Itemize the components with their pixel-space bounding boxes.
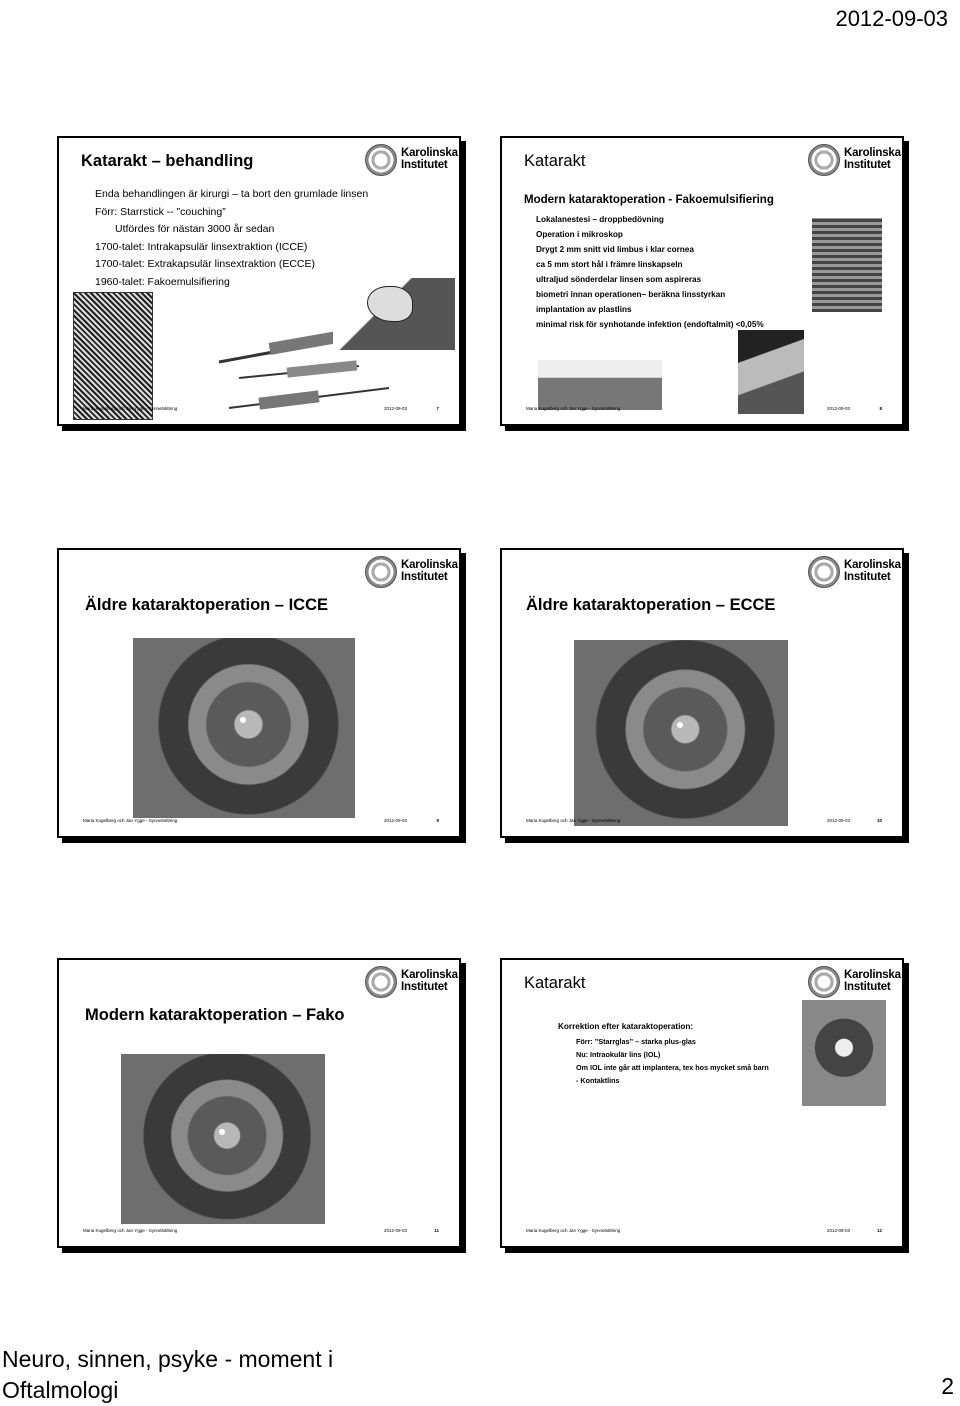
list-item: ca 5 mm stort hål i främre linskapseln — [536, 260, 683, 269]
list-item: Utfördes för nästan 3000 år sedan — [115, 223, 275, 235]
list-item: Förr: Starrstick -- ”couching” — [95, 205, 226, 218]
slide-footer: Maria Kugelberg och Jan Ygge - Synnebältning 2012-09-03 10 — [526, 818, 882, 823]
slide-footer: Maria Kugelberg och Jan Ygge - Synnebältning 2012-09-03 8 — [526, 406, 882, 411]
karolinska-logo: Karolinska Institutet — [365, 966, 449, 1000]
karolinska-logo: Karolinska Institutet — [808, 556, 892, 590]
surgeons-photo — [812, 218, 882, 312]
slide-footer: Maria Kugelberg och Jan Ygge - Synnebältning 2012-09-03 9 — [83, 818, 439, 823]
list-item: Förr: ”Starrglas” – starka plus-glas — [576, 1037, 696, 1046]
karolinska-logo: Karolinska Institutet — [365, 556, 449, 590]
woodcut-illustration — [73, 292, 153, 420]
slide-title: Modern kataraktoperation – Fako — [85, 1006, 345, 1024]
seal-icon — [365, 966, 397, 998]
slide-title: Äldre kataraktoperation – ECCE — [526, 596, 776, 614]
page-number: 2 — [941, 1373, 954, 1399]
document-title: Neuro, sinnen, psyke - moment i Oftalmologi — [2, 1346, 334, 1403]
bullet-list — [95, 186, 368, 291]
eye-surgery-photo — [133, 638, 355, 818]
page-date: 2012-09-03 — [835, 6, 948, 31]
eye-surgery-photo — [574, 640, 788, 826]
slide-7 — [57, 136, 461, 426]
eye-diagram — [333, 278, 455, 350]
slide-footer: Maria Kugelberg och Jan Ygge - Synnebältning 2012-09-03 7 — [83, 406, 439, 411]
slide-footer: Maria Kugelberg och Jan Ygge - Synnebältning 2012-09-03 12 — [526, 1228, 882, 1233]
karolinska-logo: Karolinska Institutet — [365, 144, 449, 178]
list-item: - Kontaktlins — [576, 1076, 620, 1085]
seal-icon — [808, 966, 840, 998]
list-item: biometri innan operationen– beräkna linsstyrkan — [536, 290, 726, 299]
slide-heading: Korrektion efter kataraktoperation: — [558, 1022, 694, 1031]
lens-diagram — [538, 360, 662, 410]
slide-10 — [500, 548, 904, 838]
list-item: ultraljud sönderdelar linsen som aspireras — [536, 275, 702, 284]
seal-icon — [808, 144, 840, 176]
list-item: 1700-talet: Extrakapsulär linsextraktion (ECCE) — [95, 258, 316, 270]
bullet-list — [576, 1035, 769, 1087]
eye-surgery-photo — [121, 1054, 325, 1224]
seal-icon — [808, 556, 840, 588]
slide-title: Katarakt – behandling — [81, 152, 254, 170]
list-item: Om IOL inte går att implantera, tex hos mycket små barn — [576, 1063, 769, 1072]
slide-title: Katarakt — [524, 152, 586, 170]
seal-icon — [365, 556, 397, 588]
cornea-photo — [738, 330, 804, 414]
list-item: minimal risk för synhotande infektion (endoftalmit) <0,05% — [536, 320, 764, 329]
slide-footer: Maria Kugelberg och Jan Ygge - Synnebältning 2012-09-03 11 — [83, 1228, 439, 1233]
list-item: Lokalanestesi – droppbedövning — [536, 215, 664, 224]
bullet-list — [536, 212, 764, 332]
slide-11 — [57, 958, 461, 1248]
list-item: 1960-talet: Fakoemulsifiering — [95, 275, 230, 288]
list-item: implantation av plastlins — [536, 305, 632, 314]
slide-8 — [500, 136, 904, 426]
slide-title: Katarakt — [524, 974, 586, 992]
seal-icon — [365, 144, 397, 176]
list-item: Operation i mikroskop — [536, 230, 623, 239]
karolinska-logo: Karolinska Institutet — [808, 966, 892, 1000]
slide-9 — [57, 548, 461, 838]
slide-title: Äldre kataraktoperation – ICCE — [85, 596, 328, 614]
person-with-glasses-photo — [802, 1000, 886, 1106]
list-item: Drygt 2 mm snitt vid limbus i klar cornea — [536, 245, 694, 254]
list-item: Enda behandlingen är kirurgi – ta bort den grumlade linsen — [95, 188, 369, 200]
karolinska-logo: Karolinska Institutet — [808, 144, 892, 178]
list-item: 1700-talet: Intrakapsulär linsextraktion (ICCE) — [95, 240, 308, 253]
slide-subtitle: Modern kataraktoperation - Fakoemulsifiering — [524, 194, 774, 206]
slide-12 — [500, 958, 904, 1248]
list-item: Nu: Intraokulär lins (IOL) — [576, 1050, 661, 1059]
